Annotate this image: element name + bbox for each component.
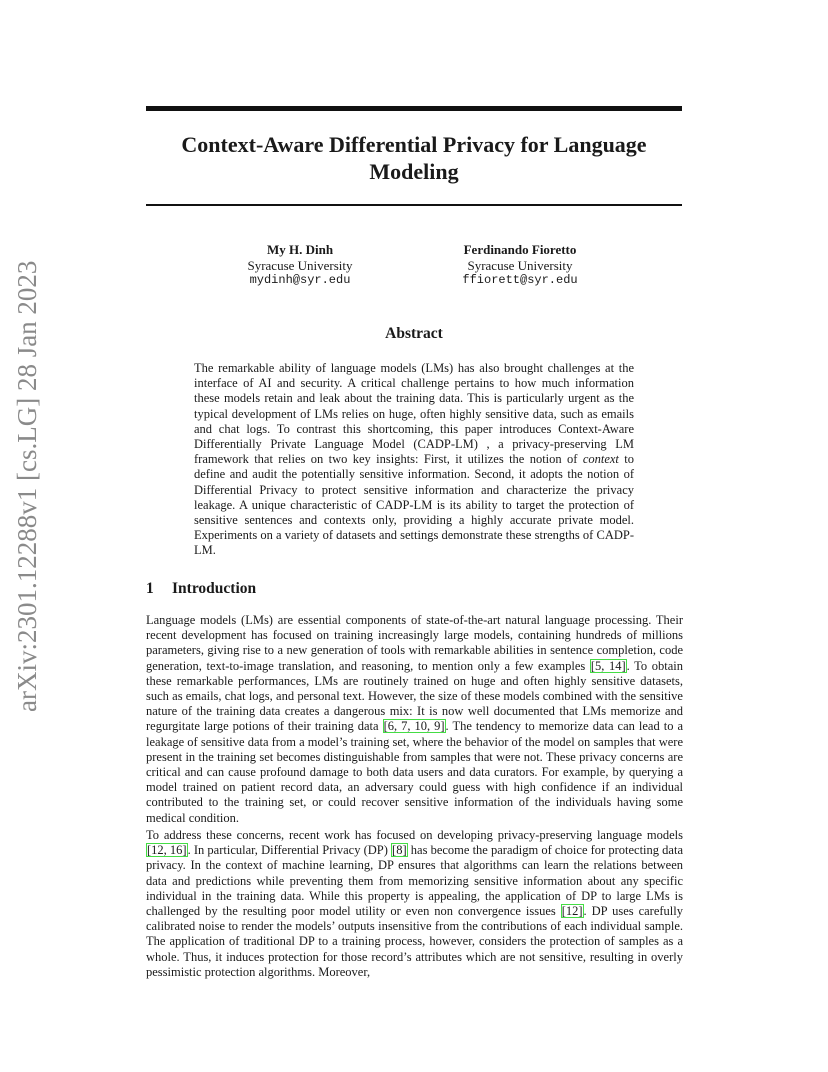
section-number: 1 [146, 580, 154, 597]
author-email: mydinh@syr.edu [249, 273, 351, 287]
abstract-text: The remarkable ability of language models (LMs) has also brought challenges at the interface of AI and security. A critical challenge pertains to how much information these models retain and leak about the training data. This is particularly urgent as the typical development of LMs relies on huge, often highly sensitive data, such as emails and chat logs. To contrast this shortcoming, this paper introduces Context-Aware Differentially Private Language Model (CADP-LM) , a privacy-preserving LM framework that relies on two key insights: First, it utilizes the notion of [194, 361, 634, 467]
paper-title: Context-Aware Differential Privacy for Language Modeling [181, 132, 647, 184]
abstract-text: to define and audit the potentially sensitive information. Second, it adopts the notion of Differential Privacy to protect sensitive information and characterize the privacy leakage. A unique characteristic of CADP-LM is its ability to target the protection of sensitive sentences and contexts only, providing a highly accurate private model. Experiments on a variety of datasets and settings demonstrate these strengths of CADP-LM. [194, 452, 634, 558]
citation-link[interactable]: [6, 7, 10, 9] [383, 719, 445, 734]
author-block [200, 242, 400, 289]
author-email: ffiorett@syr.edu [462, 273, 578, 287]
body-text: To address these concerns, recent work has focused on developing privacy-preserving language models [146, 828, 683, 842]
author-affiliation: Syracuse University [467, 257, 573, 273]
body-text: has become the paradigm of choice for protecting data privacy. In the context of machine learning, DP ensures that algorithms can learn the relations between data and predictions while preventing them from memorizing sensitive information about any specific individual in the training data. While this property is appealing, the application of DP to large LMs is challenged by the resulting poor model utility or even non convergence issues [146, 843, 683, 919]
citation-link[interactable]: [12, 16] [147, 843, 187, 858]
citation-link[interactable]: [8] [392, 843, 407, 858]
body-text: . DP uses carefully calibrated noise to render the models’ outputs insensitive from the contributions of each individual sample. The application of traditional DP to a training process, however, considers the protection of samples as a whole. Thus, it induces protection for those record’s attributes which are not sensitive, resulting in overly pessimistic protection algorithms. Moreover, [146, 904, 683, 979]
abstract-body [194, 361, 634, 559]
title-bottom-rule [146, 204, 682, 206]
section-heading [146, 580, 256, 598]
body-text: . In particular, Differential Privacy (DP) [187, 843, 392, 858]
arxiv-sidebar-stamp: arXiv:2301.12288v1 [cs.LG] 28 Jan 2023 [12, 260, 42, 712]
intro-paragraph-1 [146, 613, 683, 826]
author-name: Ferdinando Fioretto [463, 242, 577, 257]
citation-link[interactable]: [12] [561, 904, 583, 919]
body-text: Language models (LMs) are essential components of state-of-the-art natural language processing. Their recent development has focused on training increasingly large models, containing hundreds of millions parameters, giving rise to a new generation of tools with remarkable abilities in sentence completion, code generation, text-to-image translation, and reasoning, to mention only a few examples [146, 613, 683, 673]
body-text: . To obtain these remarkable performances, LMs are routinely trained on huge and often highly sensitive datasets, such as emails, chat logs, and personal text. However, the size of these models combined with the sensitive nature of the training data creates a dangerous mix: It is now well documented that LMs memorize and regurgitate large potions of their training data [146, 658, 684, 734]
abstract-heading: Abstract [385, 325, 443, 342]
title-top-rule [146, 106, 682, 111]
author-affiliation: Syracuse University [247, 257, 353, 273]
author-name: My H. Dinh [266, 242, 334, 257]
citation-link[interactable]: [5, 14] [590, 658, 626, 673]
section-title: Introduction [172, 580, 257, 597]
intro-paragraph-2 [146, 828, 683, 980]
abstract-emphasis: context [582, 452, 619, 467]
body-text: . The tendency to memorize data can lead to a leakage of sensitive data from a model’s training set, where the behavior of the model on samples that were present in the training set becomes distinguishable from samples that were not. These privacy concerns are critical and can cause profound damage to both data users and data curators. For example, by querying a model trained on patient record data, an adversary could guess with high confidence if an individual contributed to the training set, or could recover sensitive information of the individuals having some medical condition. [146, 719, 684, 825]
author-block [420, 242, 620, 289]
